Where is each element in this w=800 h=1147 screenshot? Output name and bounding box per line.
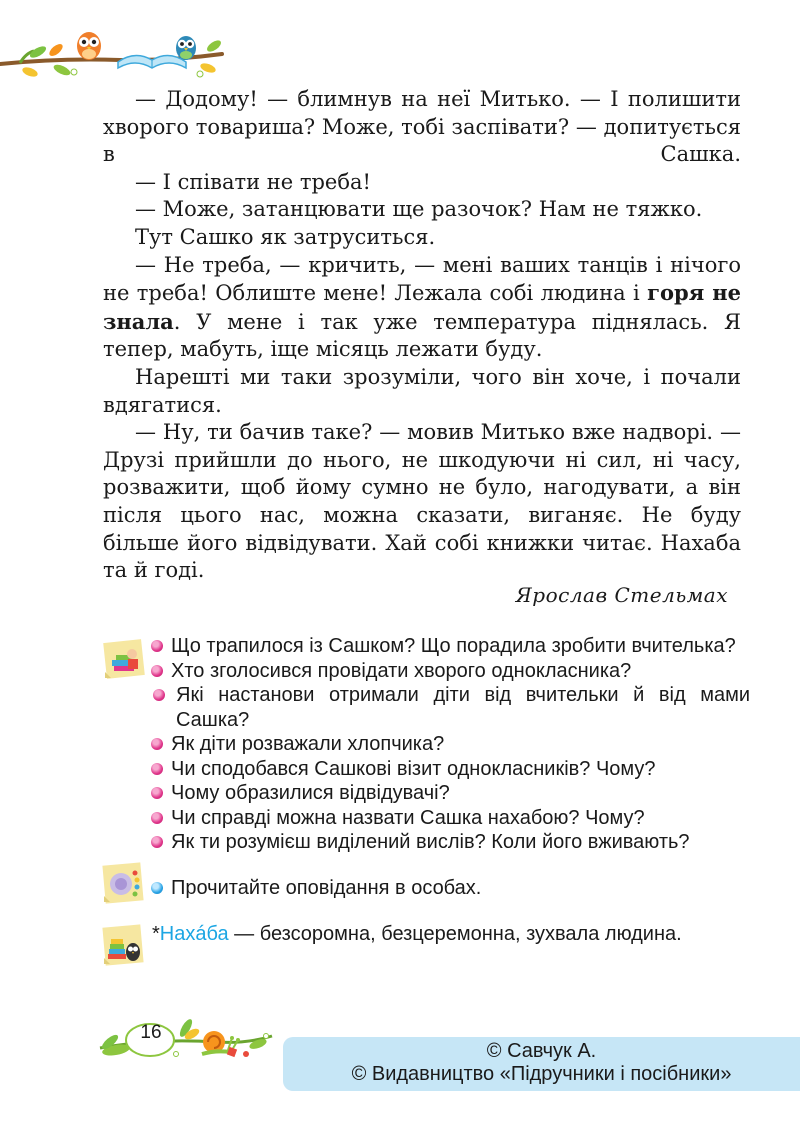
task-instruction [150, 876, 750, 900]
question-text: Як ти розумієш виділений вислів? Коли його вживають? [171, 831, 690, 853]
question-text: Хто зголосився провідати хворого однокласника? [171, 659, 632, 682]
story-paragraph-start: — Не треба, — кричить, — мені ваших танців і нічого не треба! Облиште мене! Лежала собі людина і [103, 252, 741, 306]
question-text: Чи справді можна назвати Сашка нахабою? Чому? [171, 806, 645, 829]
copyright-footer [283, 1037, 800, 1091]
question-text: Що трапилося із Сашком? Що порадила зробити вчителька? [171, 635, 736, 657]
glossary-definition: — безсоромна, безцеремонна, зухвала людина. [228, 923, 682, 945]
task-item [150, 876, 750, 900]
story-paragraph: — І співати не треба! [135, 169, 371, 194]
pink-bullet-icon [151, 763, 163, 775]
page-number: 16 [140, 1022, 162, 1043]
author-name: Ярослав Стельмах [515, 583, 728, 607]
story-paragraph: — Додому! — блимнув на неї Митько. — І полишити хворого товариша? Може, тобі заспівати? — допитується в Сашка. [103, 87, 741, 167]
question-item [150, 757, 750, 782]
glossary-term: Нахáба [159, 923, 229, 945]
footnote-star: * [152, 923, 160, 945]
owl-books-sticky-note-icon [100, 922, 146, 968]
pink-bullet-icon [151, 640, 163, 652]
pink-bullet-icon [151, 787, 163, 799]
question-item [150, 659, 750, 684]
question-item [150, 683, 750, 732]
paint-palette-sticky-note-icon [100, 860, 146, 906]
copyright-publisher: © Видавництво «Підручники і посібники» [351, 1063, 732, 1085]
question-text: Як діти розважали хлопчика? [171, 733, 445, 755]
question-item [150, 806, 750, 831]
story-paragraph: — Ну, ти бачив таке? — мовив Митько вже надворі. — Друзі прийшли до нього, не шкодуючи ні сил, ні часу, розважити, щоб йому сумно не було, нагодувати, а він після цього нас, можна сказати, виганяє. Не буду більше його відвідувати. Хай собі книжки читає. Нахаба та й годі. [103, 420, 741, 583]
story-paragraph: Нарешті ми таки зрозуміли, чого він хоче, і почали вдягатися. [103, 364, 741, 417]
pink-bullet-icon [151, 665, 163, 677]
task-text: Прочитайте оповідання в особах. [171, 877, 482, 899]
snail-flowers-decoration-icon [96, 1004, 276, 1070]
question-item [150, 830, 750, 855]
questions-list [150, 634, 750, 855]
question-item [150, 634, 750, 659]
branch-owls-book-decoration-icon [0, 28, 230, 84]
question-item [150, 781, 750, 806]
question-text: Чому образилися відвідувачі? [171, 782, 450, 804]
pink-bullet-icon [153, 689, 165, 701]
story-paragraph-end: . У мене і так уже температура піднялась. Я тепер, мабуть, іще місяць лежати буду. [103, 309, 741, 362]
books-reading-sticky-note-icon [102, 636, 148, 682]
pink-bullet-icon [151, 812, 163, 824]
story-paragraph: Тут Сашко як затруситься. [135, 224, 436, 249]
story-paragraph [103, 252, 741, 364]
highlighted-phrase: горя не знала [103, 280, 741, 334]
pink-bullet-icon [151, 738, 163, 750]
question-text: Чи сподобався Сашкові візит однокласників? Чому? [171, 757, 656, 780]
pink-bullet-icon [151, 836, 163, 848]
blue-bullet-icon [151, 882, 163, 894]
story-text [103, 86, 741, 585]
copyright-author: © Савчук А. [486, 1040, 597, 1062]
story-paragraph: — Може, затанцювати ще разочок? Нам не тяжко. [135, 197, 703, 222]
glossary-note [152, 922, 772, 946]
question-text: Які настанови отримали діти від вчительки й від мами Сашка? [176, 684, 750, 731]
question-item [150, 732, 750, 757]
